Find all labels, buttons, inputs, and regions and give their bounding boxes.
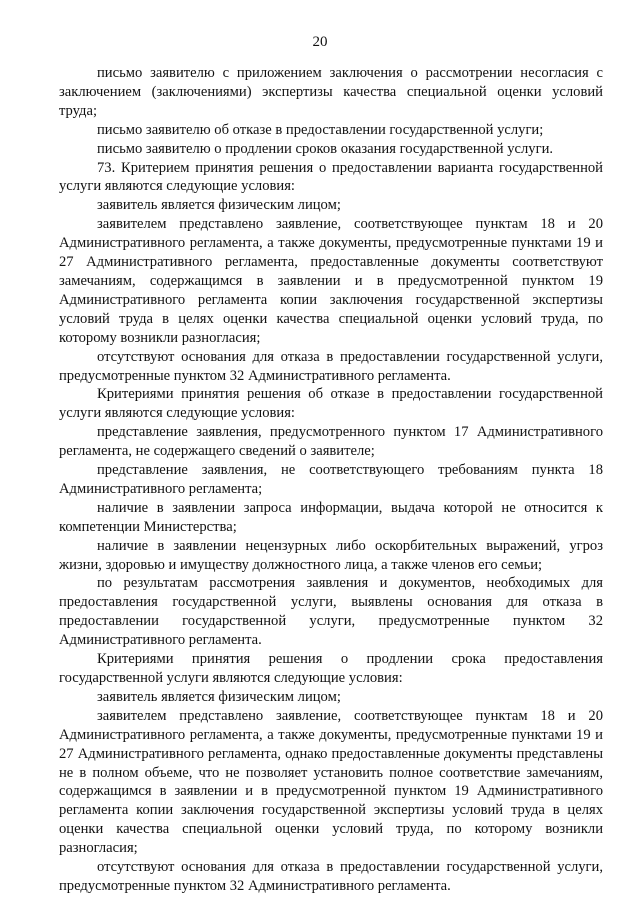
paragraph: Критериями принятия решения о продлении срока предоставления государственной услуги являются следующие условия: <box>59 651 603 686</box>
paragraph: заявителем представлено заявление, соответствующее пунктам 18 и 20 Административного регламента, а также документы, предусмотренные пунктами 19 и 27 Административного регламента, предоставленные документы соответствуют замечаниям, содержащимся в заявлении и в предусмотренной пунктом 19 Административного регламента копии заключения государственной экспертизы условий труда в целях оценки качества специальной оценки условий труда, по которому возникли разногласия; <box>59 216 603 346</box>
paragraph: по результатам рассмотрения заявления и документов, необходимых для предоставления государственной услуги, выявлены основания для отказа в предоставлении государственной услуги, предусмотренные пунктом 32 Административного регламента. <box>59 575 603 649</box>
paragraph: наличие в заявлении запроса информации, выдача которой не относится к компетенции Министерства; <box>59 499 603 535</box>
paragraph: письмо заявителю о продлении сроков оказания государственной услуги. <box>97 140 554 157</box>
paragraph: 73. Критерием принятия решения о предоставлении варианта государственной услуги являются следующие условия: <box>59 159 603 195</box>
document-body <box>59 64 603 896</box>
paragraph: отсутствуют основания для отказа в предоставлении государственной услуги, предусмотренные пунктом 32 Административного регламента. <box>59 348 603 384</box>
paragraph: письмо заявителю об отказе в предоставлении государственной услуги; <box>97 121 544 138</box>
page-number: 20 <box>312 34 328 50</box>
paragraph: наличие в заявлении нецензурных либо оскорбительных выражений, угроз жизни, здоровью и имуществу должностного лица, а также членов его семьи; <box>59 537 603 573</box>
paragraph: письмо заявителю с приложением заключения о рассмотрении несогласия с заключением (заключениями) экспертизы качества специальной оценки условий труда; <box>59 65 603 119</box>
paragraph: отсутствуют основания для отказа в предоставлении государственной услуги, предусмотренные пунктом 32 Административного регламента. <box>59 859 603 894</box>
paragraph: представление заявления, предусмотренного пунктом 17 Административного регламента, не содержащего сведений о заявителе; <box>59 424 603 460</box>
paragraph: заявитель является физическим лицом; <box>97 688 341 705</box>
paragraph: заявитель является физическим лицом; <box>97 197 341 214</box>
paragraph: заявителем представлено заявление, соответствующее пунктам 18 и 20 Административного регламента, а также документы, предусмотренные пунктами 19 и 27 Административного регламента, однако предоставленные документы представлены не в полном объеме, что не позволяет установить полное соответствие замечаниям, содержащимся в заявлении и в предусмотренной пунктом 19 Административного регламента копии заключения государственной экспертизы условий труда в целях оценки качества специальной оценки условий труда, по которому возникли разногласия; <box>59 707 603 857</box>
paragraph: представление заявления, не соответствующего требованиям пункта 18 Административного регламента; <box>59 462 603 497</box>
paragraph: Критериями принятия решения об отказе в предоставлении государственной услуги являются следующие условия: <box>59 386 603 422</box>
